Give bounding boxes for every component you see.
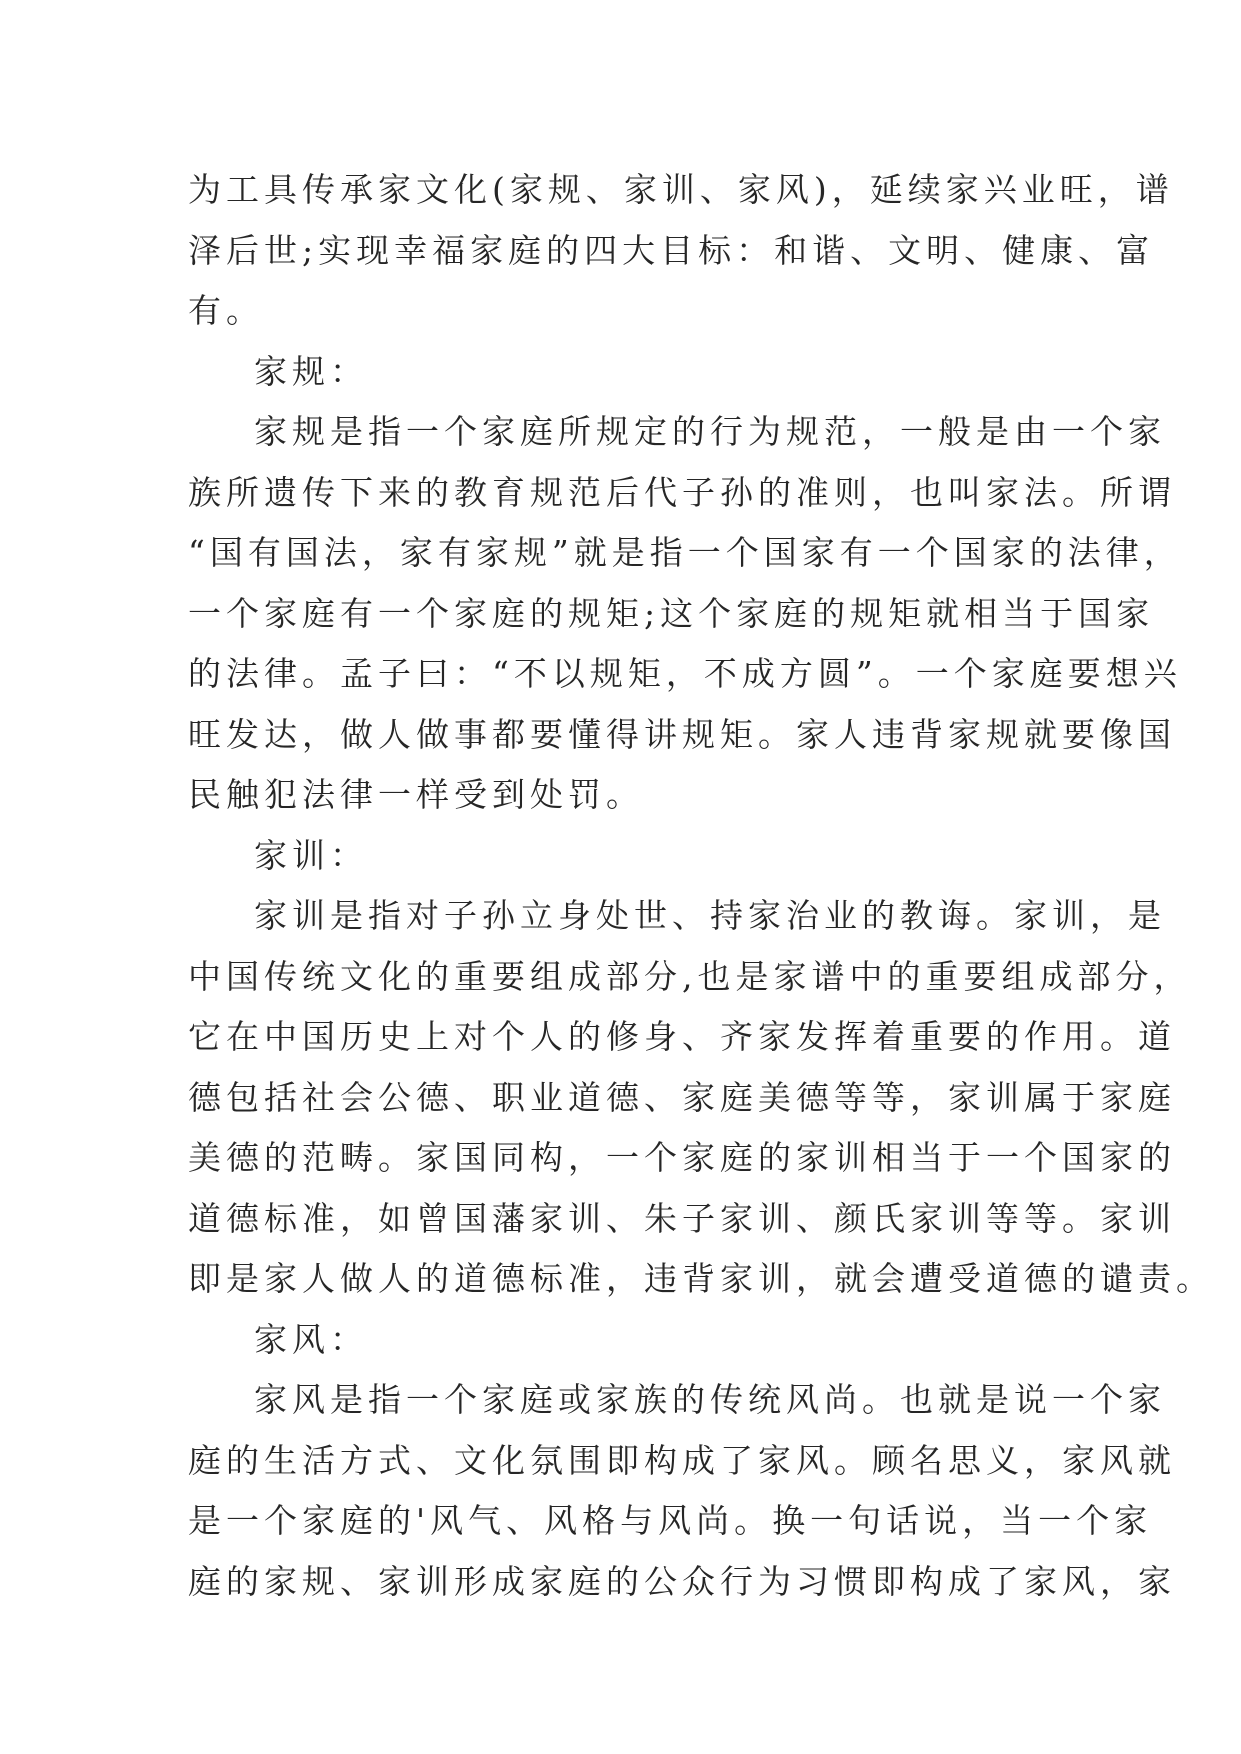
text-line: 的法律。孟子曰：“不以规矩，不成方圆”。一个家庭要想兴 (188, 654, 1182, 693)
text-line: 有。 (188, 291, 264, 330)
text-line: 中国传统文化的重要组成部分,也是家谱中的重要组成部分， (188, 956, 1192, 996)
text-line: 旺发达，做人做事都要懂得讲规矩。家人违背家规就要像国 (188, 714, 1176, 754)
text-line: 泽后世;实现幸福家庭的四大目标：和谐、文明、健康、富 (188, 230, 1155, 270)
text-line: 德包括社会公德、职业道德、家庭美德等等，家训属于家庭 (188, 1077, 1176, 1117)
text-line: 家训是指对子孙立身处世、持家治业的教诲。家训，是 (254, 896, 1166, 935)
text-line: 它在中国历史上对个人的修身、齐家发挥着重要的作用。道 (188, 1017, 1176, 1056)
text-line: 美德的范畴。家国同构，一个家庭的家训相当于一个国家的 (188, 1138, 1176, 1177)
text-line: 道德标准，如曾国藩家训、朱子家训、颜氏家训等等。家训 (188, 1198, 1176, 1238)
section-heading-jiagui: 家规： (254, 351, 368, 391)
text-line: “国有国法，家有家规”就是指一个国家有一个国家的法律， (188, 533, 1182, 572)
text-line: 一个家庭有一个家庭的规矩;这个家庭的规矩就相当于国家 (188, 593, 1155, 633)
section-heading-jiaxun: 家训： (254, 835, 368, 875)
text-line: 是一个家庭的'风气、风格与风尚。换一句话说，当一个家 (188, 1501, 1153, 1540)
text-line: 庭的生活方式、文化氛围即构成了家风。顾名思义，家风就 (188, 1440, 1176, 1480)
text-line: 为工具传承家文化(家规、家训、家风)，延续家兴业旺，谱 (188, 170, 1174, 209)
text-line: 即是家人做人的道德标准，违背家训，就会遭受道德的谴责。 (188, 1259, 1214, 1298)
section-heading-jiafeng: 家风： (254, 1319, 368, 1359)
text-line: 族所遗传下来的教育规范后代子孙的准则，也叫家法。所谓 (188, 472, 1176, 512)
text-line: 家规是指一个家庭所规定的行为规范，一般是由一个家 (254, 412, 1166, 451)
text-line: 庭的家规、家训形成家庭的公众行为习惯即构成了家风，家 (188, 1561, 1176, 1601)
text-line: 家风是指一个家庭或家族的传统风尚。也就是说一个家 (254, 1380, 1166, 1419)
text-line: 民触犯法律一样受到处罚。 (188, 775, 644, 814)
document-body (188, 160, 1214, 1612)
